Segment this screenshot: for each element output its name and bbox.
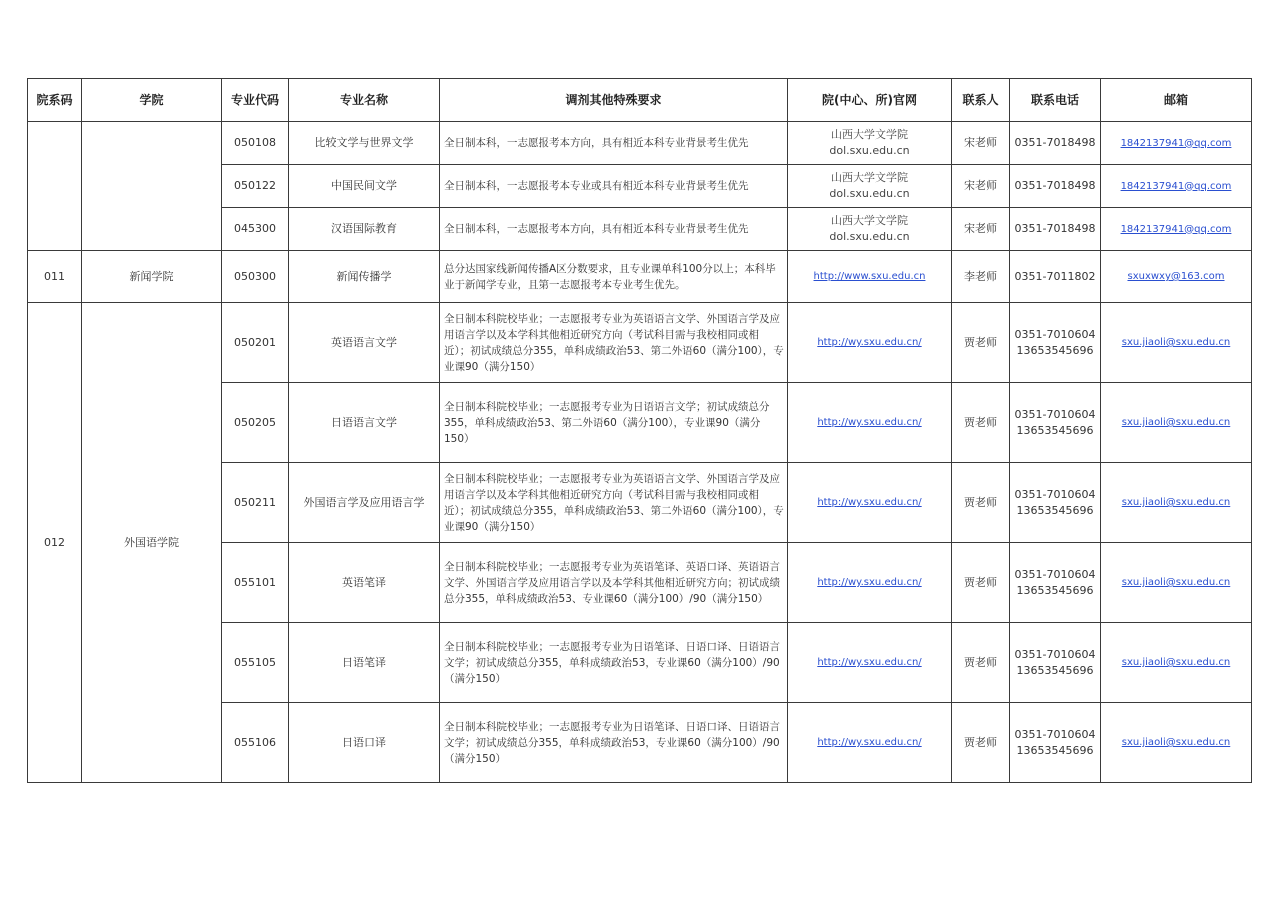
- email-link[interactable]: 1842137941@qq.com: [1120, 223, 1232, 235]
- contact-cell: 贾老师: [952, 383, 1010, 463]
- email-link[interactable]: sxu.jiaoli@sxu.edu.cn: [1121, 337, 1231, 348]
- major-name-cell: 比较文学与世界文学: [289, 122, 440, 165]
- header-requirements: 调剂其他特殊要求: [440, 79, 788, 122]
- contact-cell: 贾老师: [952, 703, 1010, 783]
- major-code-cell: 055106: [222, 703, 289, 783]
- email-cell: [1101, 623, 1252, 703]
- contact-cell: 贾老师: [952, 463, 1010, 543]
- table-row: [28, 251, 1252, 303]
- contact-cell: 贾老师: [952, 623, 1010, 703]
- major-code-cell: 045300: [222, 208, 289, 251]
- header-phone: 联系电话: [1010, 79, 1101, 122]
- contact-cell: 贾老师: [952, 303, 1010, 383]
- email-cell: [1101, 383, 1252, 463]
- website-link[interactable]: http://wy.sxu.edu.cn/: [817, 657, 922, 668]
- email-link[interactable]: 1842137941@qq.com: [1120, 137, 1232, 149]
- contact-cell: 宋老师: [952, 165, 1010, 208]
- header-row: [28, 79, 1252, 122]
- header-website: 院(中心、所)官网: [788, 79, 952, 122]
- college-cell: 新闻学院: [82, 251, 222, 303]
- table-row: [28, 303, 1252, 383]
- header-contact: 联系人: [952, 79, 1010, 122]
- phone-cell: 0351-7018498: [1010, 122, 1101, 165]
- major-name-cell: 中国民间文学: [289, 165, 440, 208]
- email-link[interactable]: sxu.jiaoli@sxu.edu.cn: [1121, 737, 1231, 748]
- phone-cell: 0351-7010604 13653545696: [1010, 303, 1101, 383]
- phone-cell: 0351-7010604 13653545696: [1010, 463, 1101, 543]
- requirements-cell: 全日制本科院校毕业；一志愿报考专业为日语笔译、日语口译、日语语言文学；初试成绩总分355，单科成绩政治53，专业课60（满分100）/90（满分150）: [440, 623, 788, 703]
- website-cell: [788, 623, 952, 703]
- phone-cell: 0351-7018498: [1010, 165, 1101, 208]
- dept-code-cell: 011: [28, 251, 82, 303]
- header-major-code: 专业代码: [222, 79, 289, 122]
- email-cell: [1101, 165, 1252, 208]
- website-cell: [788, 543, 952, 623]
- major-code-cell: 050108: [222, 122, 289, 165]
- table-body: [28, 122, 1252, 783]
- website-cell: 山西大学文学院 dol.sxu.edu.cn: [788, 165, 952, 208]
- header-dept-code: 院系码: [28, 79, 82, 122]
- website-cell: 山西大学文学院 dol.sxu.edu.cn: [788, 208, 952, 251]
- website-link[interactable]: http://wy.sxu.edu.cn/: [817, 497, 922, 508]
- website-cell: 山西大学文学院 dol.sxu.edu.cn: [788, 122, 952, 165]
- major-name-cell: 新闻传播学: [289, 251, 440, 303]
- email-link[interactable]: sxu.jiaoli@sxu.edu.cn: [1121, 417, 1231, 428]
- email-cell: [1101, 208, 1252, 251]
- requirements-cell: 全日制本科，一志愿报考本专业或具有相近本科专业背景考生优先: [440, 165, 788, 208]
- table-row: [28, 122, 1252, 165]
- website-cell: [788, 251, 952, 303]
- email-link[interactable]: sxu.jiaoli@sxu.edu.cn: [1121, 577, 1231, 588]
- college-cell: [82, 122, 222, 251]
- email-link[interactable]: sxuxwxy@163.com: [1127, 271, 1225, 282]
- phone-cell: 0351-7010604 13653545696: [1010, 703, 1101, 783]
- header-email: 邮箱: [1101, 79, 1252, 122]
- major-name-cell: 英语语言文学: [289, 303, 440, 383]
- major-name-cell: 日语口译: [289, 703, 440, 783]
- contact-cell: 宋老师: [952, 208, 1010, 251]
- dept-code-cell: [28, 122, 82, 251]
- phone-cell: 0351-7010604 13653545696: [1010, 543, 1101, 623]
- requirements-cell: 总分达国家线新闻传播A区分数要求，且专业课单科100分以上；本科毕业于新闻学专业，且第一志愿报考本专业考生优先。: [440, 251, 788, 303]
- requirements-cell: 全日制本科，一志愿报考本方向，具有相近本科专业背景考生优先: [440, 208, 788, 251]
- phone-cell: 0351-7010604 13653545696: [1010, 383, 1101, 463]
- website-link[interactable]: http://wy.sxu.edu.cn/: [817, 737, 922, 748]
- email-cell: [1101, 122, 1252, 165]
- contact-cell: 宋老师: [952, 122, 1010, 165]
- major-name-cell: 外国语言学及应用语言学: [289, 463, 440, 543]
- major-name-cell: 英语笔译: [289, 543, 440, 623]
- college-cell: 外国语学院: [82, 303, 222, 783]
- website-link[interactable]: http://wy.sxu.edu.cn/: [817, 577, 922, 588]
- email-link[interactable]: sxu.jiaoli@sxu.edu.cn: [1121, 497, 1231, 508]
- contact-cell: 贾老师: [952, 543, 1010, 623]
- major-name-cell: 汉语国际教育: [289, 208, 440, 251]
- website-cell: [788, 303, 952, 383]
- email-link[interactable]: sxu.jiaoli@sxu.edu.cn: [1121, 657, 1231, 668]
- major-code-cell: 055105: [222, 623, 289, 703]
- email-cell: [1101, 703, 1252, 783]
- requirements-cell: 全日制本科，一志愿报考本方向，具有相近本科专业背景考生优先: [440, 122, 788, 165]
- adjustment-table: [27, 78, 1252, 783]
- phone-cell: 0351-7011802: [1010, 251, 1101, 303]
- major-code-cell: 050201: [222, 303, 289, 383]
- email-link[interactable]: 1842137941@qq.com: [1120, 180, 1232, 192]
- requirements-cell: 全日制本科院校毕业；一志愿报考专业为日语语言文学；初试成绩总分355，单科成绩政治53、第二外语60（满分100），专业课90（满分150）: [440, 383, 788, 463]
- email-cell: [1101, 463, 1252, 543]
- major-name-cell: 日语笔译: [289, 623, 440, 703]
- website-cell: [788, 383, 952, 463]
- email-cell: [1101, 303, 1252, 383]
- requirements-cell: 全日制本科院校毕业；一志愿报考专业为英语语言文学、外国语言学及应用语言学以及本学科其他相近研究方向（考试科目需与我校相同或相近）；初试成绩总分355，单科成绩政治53、第二外语60（满分100），专业课90（满分150）: [440, 463, 788, 543]
- website-link[interactable]: http://wy.sxu.edu.cn/: [817, 337, 922, 348]
- major-code-cell: 050211: [222, 463, 289, 543]
- major-code-cell: 050122: [222, 165, 289, 208]
- requirements-cell: 全日制本科院校毕业；一志愿报考专业为英语语言文学、外国语言学及应用语言学以及本学科其他相近研究方向（考试科目需与我校相同或相近）；初试成绩总分355，单科成绩政治53、第二外语60（满分100），专业课90（满分150）: [440, 303, 788, 383]
- phone-cell: 0351-7010604 13653545696: [1010, 623, 1101, 703]
- requirements-cell: 全日制本科院校毕业；一志愿报考专业为日语笔译、日语口译、日语语言文学；初试成绩总分355，单科成绩政治53，专业课60（满分100）/90（满分150）: [440, 703, 788, 783]
- website-cell: [788, 463, 952, 543]
- website-link[interactable]: http://www.sxu.edu.cn: [813, 271, 926, 282]
- phone-cell: 0351-7018498: [1010, 208, 1101, 251]
- major-code-cell: 050205: [222, 383, 289, 463]
- website-link[interactable]: http://wy.sxu.edu.cn/: [817, 417, 922, 428]
- email-cell: [1101, 251, 1252, 303]
- dept-code-cell: 012: [28, 303, 82, 783]
- major-code-cell: 055101: [222, 543, 289, 623]
- header-major-name: 专业名称: [289, 79, 440, 122]
- major-code-cell: 050300: [222, 251, 289, 303]
- email-cell: [1101, 543, 1252, 623]
- requirements-cell: 全日制本科院校毕业；一志愿报考专业为英语笔译、英语口译、英语语言文学、外国语言学及应用语言学以及本学科其他相近研究方向；初试成绩总分355，单科成绩政治53、专业课60（满分100）/90（满分150）: [440, 543, 788, 623]
- header-college: 学院: [82, 79, 222, 122]
- contact-cell: 李老师: [952, 251, 1010, 303]
- website-cell: [788, 703, 952, 783]
- major-name-cell: 日语语言文学: [289, 383, 440, 463]
